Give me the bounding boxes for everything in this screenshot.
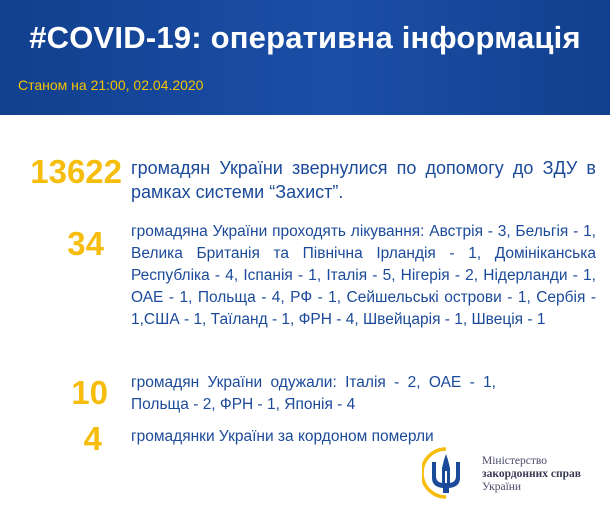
logo-line-ukraine: України [482, 481, 522, 493]
mfa-logo-text [482, 455, 581, 494]
page-title: #COVID-19: оперативна інформація [29, 20, 581, 55]
logo-line-ministry: Міністерство [482, 455, 547, 467]
stat-text-recovered: громадян України одужали: Італія - 2, ОАЕ - 1, Польща - 2, ФРН - 1, Японія - 4 [131, 374, 496, 413]
stat-number-appeals: 13622 [30, 153, 122, 190]
stat-number-treatment: 34 [67, 225, 104, 262]
stat-text-treatment: громадяна України проходять лікування: Австрія - 3, Бельгія - 1, Велика Британія та Північна Ірландія - 1, Домініканська Республіка - 4, Іспанія - 1, Італія - 5, Нігерія - 2, Нідерланди - 1, ОАЕ - 1, Польща - 4, РФ - 1, Сейшельські острови - 1, Сербія - 1,США - 1, Таїланд - 1, ФРН - 4, Швейцарія - 1, Швеція - 1 [131, 223, 596, 328]
header-banner [0, 0, 610, 115]
stat-number-deceased: 4 [83, 420, 102, 457]
stat-text-deceased: громадянки України за кордоном померли [131, 428, 434, 445]
mfa-trident-logo-icon [422, 446, 472, 500]
stat-number-recovered: 10 [71, 374, 108, 411]
logo-line-foreign-affairs: закордонних справ [482, 468, 581, 480]
timestamp: Станом на 21:00, 02.04.2020 [18, 77, 204, 93]
stat-text-appeals: громадян України звернулися по допомогу до ЗДУ в рамках системи “Захист”. [131, 158, 596, 202]
